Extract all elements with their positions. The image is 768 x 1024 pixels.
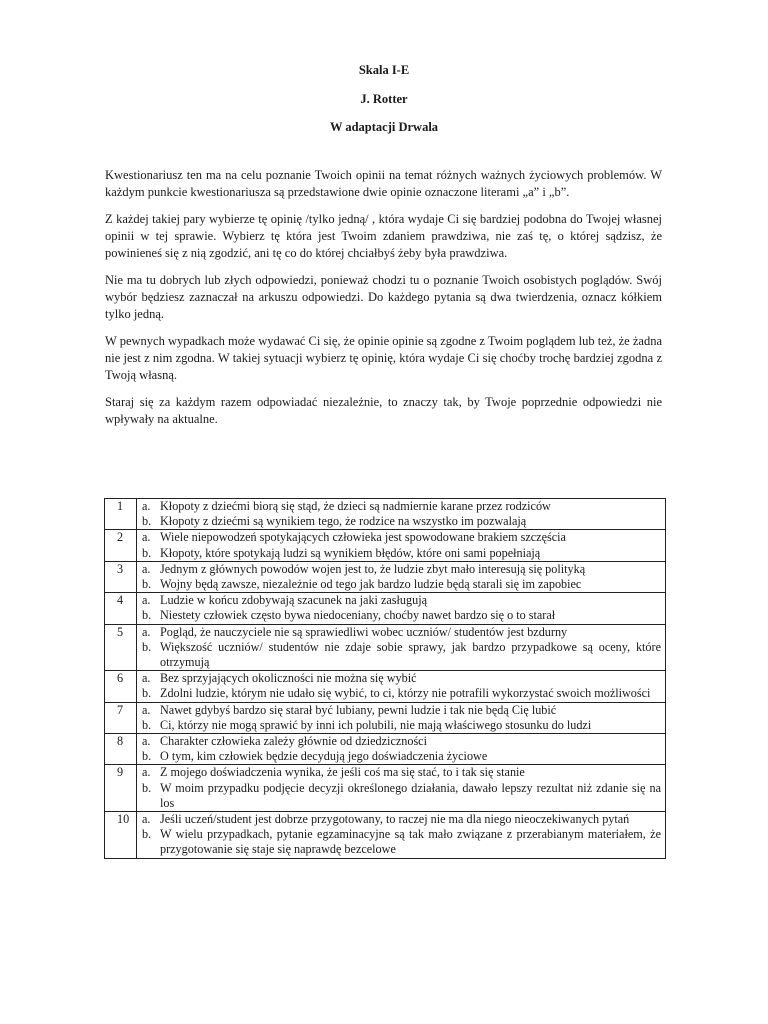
option-letter: a.: [142, 530, 151, 545]
option-b: [139, 608, 661, 623]
question-row: [105, 812, 666, 859]
question-row: [105, 624, 666, 671]
option-letter: a.: [142, 624, 151, 639]
option-text: W moim przypadku podjęcie decyzji określonego działania, dawało lepszy rezultat niż zdanie się na los: [160, 780, 661, 810]
option-letter: a.: [142, 702, 151, 717]
option-letter: a.: [142, 765, 151, 780]
question-options: [137, 624, 666, 671]
option-a: [139, 671, 661, 686]
question-number: 2: [105, 530, 137, 561]
option-b: [139, 514, 661, 529]
option-b: [139, 718, 661, 733]
option-letter: a.: [142, 561, 151, 576]
option-b: [139, 546, 661, 561]
question-number: 3: [105, 561, 137, 592]
question-row: [105, 765, 666, 812]
option-a: [139, 562, 661, 577]
option-letter: b.: [142, 749, 152, 764]
question-row: [105, 499, 666, 530]
option-letter: b.: [142, 717, 152, 732]
option-text: Z mojego doświadczenia wynika, że jeśli coś ma się stać, to i tak się stanie: [160, 765, 525, 780]
document-title: Skala I-E: [358, 63, 410, 77]
instructions: [105, 167, 662, 438]
instruction-paragraph: W pewnych wypadkach może wydawać Ci się, że opinie opinie są zgodne z Twoim poglądem lub też, że żadna nie jest z nim zgodna. W takiej sytuacji wybierz tę opinię, która wydaje Ci się choćby trochę bardziej zgodna z Twoją własną.: [105, 334, 662, 382]
option-text: Większość uczniów/ studentów nie zdaje sobie sprawy, jak bardzo przypadkowe są oceny, które otrzymują: [160, 639, 661, 670]
option-text: Wojny będą zawsze, niezależnie od tego jak bardzo ludzie będą starali się im zapobiec: [160, 577, 582, 592]
option-text: Wiele niepowodzeń spotykających człowieka jest spowodowane brakiem szczęścia: [160, 530, 566, 545]
questions-table: [104, 498, 666, 859]
option-text: Nawet gdybyś bardzo się starał być lubiany, pewni ludzie i tak nie będą Cię lubić: [160, 702, 557, 717]
question-number: 7: [105, 702, 137, 733]
option-text: Kłopoty z dziećmi biorą się stąd, że dzieci są nadmiernie karane przez rodziców: [160, 499, 551, 513]
option-b: [139, 577, 661, 592]
option-letter: b.: [142, 608, 152, 623]
option-text: W wielu przypadkach, pytanie egzaminacyjne są tak mało związane z przerabianym materiałem, że przygotowanie się staje się naprawdę bezcelowe: [160, 827, 661, 857]
document-adaptation: W adaptacji Drwala: [329, 120, 439, 134]
option-letter: b.: [142, 639, 152, 654]
option-text: Charakter człowieka zależy głównie od dziedziczności: [160, 734, 427, 749]
document-author: J. Rotter: [360, 92, 408, 106]
option-letter: a.: [142, 671, 151, 686]
option-b: [139, 781, 661, 811]
option-letter: b.: [142, 577, 152, 592]
question-options: [137, 765, 666, 812]
question-number: 5: [105, 624, 137, 671]
question-options: [137, 530, 666, 561]
instruction-paragraph: Z każdej takiej pary wybierze tę opinię /tylko jedną/ , która wydaje Ci się bardziej podobna do Twojej własnej opinii w tej sprawie. Wybierz tę która jest Twoim zdaniem prawdziwa, nie zaś tę, o której sądzisz, że powinieneś się z nią zgodzić, ani tę co do której chciałbyś żeby była prawdziwa.: [105, 212, 662, 260]
option-letter: a.: [142, 812, 151, 827]
option-text: Ludzie w końcu zdobywają szacunek na jaki zasługują: [160, 593, 428, 608]
option-text: O tym, kim człowiek będzie decydują jego doświadczenia życiowe: [160, 749, 488, 764]
option-letter: b.: [142, 545, 152, 560]
option-text: Jeśli uczeń/student jest dobrze przygotowany, to raczej nie ma dla niego nieoczekiwanych pytań: [160, 812, 630, 827]
option-text: Ci, którzy nie mogą sprawić by inni ich polubili, nie mają właściwego stosunku do ludzi: [160, 717, 592, 732]
option-a: [139, 593, 661, 608]
question-options: [137, 593, 666, 624]
option-b: [139, 827, 661, 857]
option-letter: a.: [142, 499, 151, 513]
option-text: Kłopoty, które spotykają ludzi są wynikiem błędów, które oni sami popełniają: [160, 545, 541, 560]
option-a: [139, 703, 661, 718]
questions-table-body: [105, 499, 666, 859]
option-a: [139, 625, 661, 640]
option-letter: b.: [142, 686, 152, 701]
question-number: 9: [105, 765, 137, 812]
option-a: [139, 812, 661, 827]
option-a: [139, 530, 661, 545]
option-b: [139, 749, 661, 764]
question-number: 10: [105, 812, 137, 859]
option-letter: a.: [142, 593, 151, 608]
question-options: [137, 812, 666, 859]
instruction-paragraph: Kwestionariusz ten ma na celu poznanie Twoich opinii na temat różnych ważnych życiowych problemów. W każdym punkcie kwestionariusza są przedstawione dwie opinie oznaczone literami „a” i „b”.: [105, 168, 662, 199]
option-text: Zdolni ludzie, którym nie udało się wybić, to ci, którzy nie potrafili wykorzystać swoich możliwości: [160, 686, 651, 701]
question-options: [137, 561, 666, 592]
option-text: Jednym z głównych powodów wojen jest to, że ludzie zbyt mało interesują się polityką: [160, 561, 586, 576]
question-number: 8: [105, 734, 137, 765]
option-b: [139, 640, 661, 670]
question-number: 1: [105, 499, 137, 530]
question-row: [105, 671, 666, 702]
question-options: [137, 671, 666, 702]
option-a: [139, 499, 661, 514]
question-options: [137, 702, 666, 733]
question-row: [105, 593, 666, 624]
option-b: [139, 686, 661, 701]
question-row: [105, 702, 666, 733]
option-text: Kłopoty z dziećmi są wynikiem tego, że rodzice na wszystko im pozwalają: [160, 514, 527, 529]
option-text: Pogląd, że nauczyciele nie są sprawiedliwi wobec uczniów/ studentów jest bzdurny: [160, 624, 568, 639]
option-text: Bez sprzyjających okoliczności nie można się wybić: [160, 671, 417, 686]
option-letter: b.: [142, 780, 152, 795]
question-number: 4: [105, 593, 137, 624]
option-a: [139, 765, 661, 780]
option-text: Niestety człowiek często bywa niedoceniany, choćby nawet bardzo się o to starał: [160, 608, 556, 623]
instruction-paragraph: Staraj się za każdym razem odpowiadać niezależnie, to znaczy tak, by Twoje poprzednie odpowiedzi nie wpływały na aktualne.: [105, 395, 662, 426]
question-row: [105, 530, 666, 561]
question-options: [137, 499, 666, 530]
question-row: [105, 561, 666, 592]
option-letter: b.: [142, 827, 152, 842]
option-letter: b.: [142, 514, 152, 529]
instruction-paragraph: Nie ma tu dobrych lub złych odpowiedzi, ponieważ chodzi tu o poznanie Twoich osobistych poglądów. Swój wybór będziesz zaznaczał na arkuszu odpowiedzi. Do każdego pytania są dwa twierdzenia, oznacz kółkiem tylko jedną.: [105, 273, 662, 321]
question-options: [137, 734, 666, 765]
question-number: 6: [105, 671, 137, 702]
question-row: [105, 734, 666, 765]
option-a: [139, 734, 661, 749]
option-letter: a.: [142, 734, 151, 749]
